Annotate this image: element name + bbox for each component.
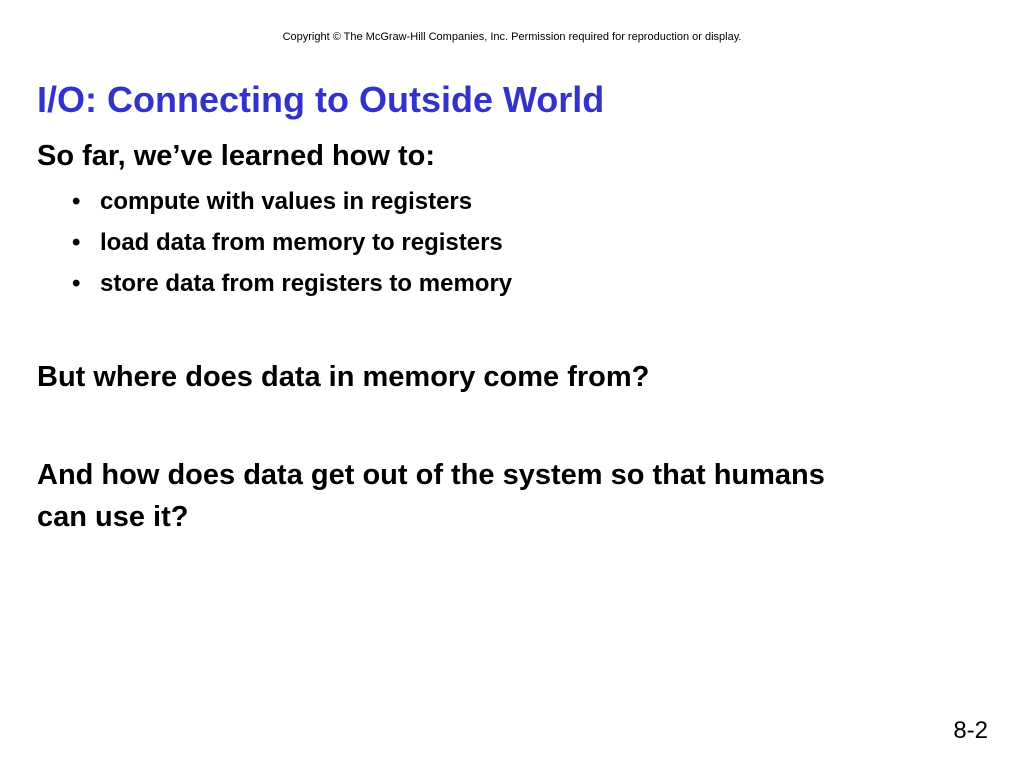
bullet-item	[72, 222, 512, 263]
bullet-item	[72, 181, 512, 222]
copyright-notice: Copyright © The McGraw-Hill Companies, Inc. Permission required for reproduction or display.	[282, 31, 742, 43]
bullet-icon: •	[72, 270, 81, 297]
question-data-output: And how does data get out of the system so that humans can use it?	[37, 459, 825, 533]
page-number: 8-2	[953, 717, 988, 744]
bullet-item	[72, 263, 512, 304]
bullet-list	[72, 181, 512, 304]
bullet-text: load data from memory to registers	[100, 229, 503, 256]
bullet-text: compute with values in registers	[100, 188, 473, 215]
bullet-icon: •	[72, 188, 81, 215]
slide-title: I/O: Connecting to Outside World	[37, 79, 605, 120]
bullet-text: store data from registers to memory	[100, 270, 513, 297]
question-memory-source: But where does data in memory come from?	[37, 361, 650, 393]
bullet-icon: •	[72, 229, 81, 256]
lead-text: So far, we’ve learned how to:	[37, 140, 436, 172]
